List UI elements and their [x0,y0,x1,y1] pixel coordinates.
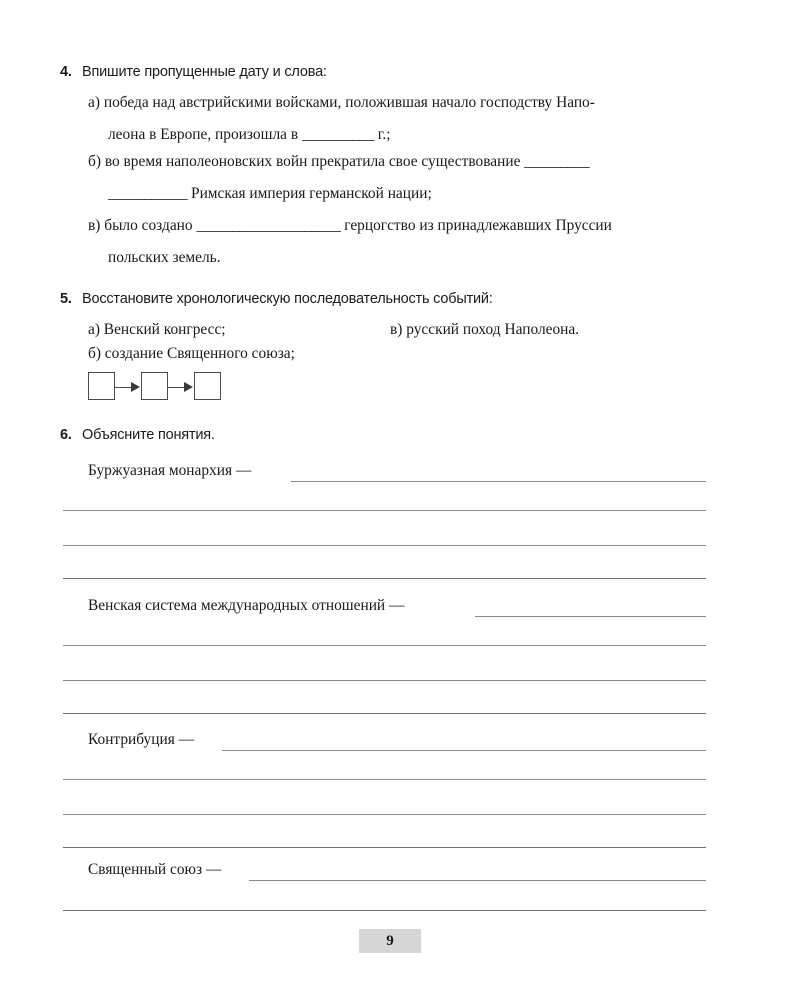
task-4-item-b-label: б) [88,153,101,170]
term-3-label [88,731,194,749]
term-3-answer-line-1[interactable] [222,750,706,751]
term-1-answer-line-2[interactable] [63,510,706,511]
task-4-item-v-text-3: польских земель. [108,249,221,266]
term-4-dash: — [205,861,222,878]
term-4-answer-line-1[interactable] [249,880,706,881]
task-4-heading [60,64,327,80]
task-4-item-a-line-1 [88,94,595,112]
task-5-number: 5. [60,291,72,307]
task-4-item-a-label: а) [88,94,100,111]
task-5-item-b: б) создание Священного союза; [88,345,295,362]
term-2-answer-line-3[interactable] [63,680,706,681]
term-2-text: Венская система международных отношений [88,597,386,614]
task-4-item-v-text-2: герцогство из принадлежавших Пруссии [344,217,612,234]
task-4-item-b-line-2 [108,185,432,203]
term-3-answer-line-2[interactable] [63,779,706,780]
task-4-item-v-blank[interactable]: ____________________ [196,217,341,234]
term-2-answer-line-4[interactable] [63,713,706,714]
task-4-item-b-blank-1[interactable]: _________ [524,153,590,170]
task-4-item-v-label: в) [88,217,101,234]
task-5-prompt: Восстановите хронологическую последовательность событий: [82,291,493,307]
task-4-item-v-line-2 [108,249,221,267]
task-6-prompt: Объясните понятия. [82,427,215,443]
term-1-answer-line-4[interactable] [63,578,706,579]
term-2-answer-line-1[interactable] [475,616,706,617]
term-4-answer-line-2[interactable] [63,910,706,911]
sequence-box-1[interactable] [88,372,115,400]
term-4-label [88,861,221,879]
task-4-item-b-text-1: во время наполеоновских войн прекратила свое существование [104,153,521,170]
term-3-text: Контрибуция [88,731,175,748]
task-4-prompt: Впишите пропущенные дату и слова: [82,64,327,80]
term-3-dash: — [178,731,195,748]
task-4-item-a-text-2: леона в Европе, произошла в [108,126,299,143]
task-6-heading [60,427,215,443]
term-1-answer-line-1[interactable] [291,481,706,482]
arrow-right-icon-1 [115,385,141,389]
term-1-label [88,462,251,480]
arrow-right-icon-2 [168,385,194,389]
term-1-dash: — [235,462,252,479]
task-4-item-b-line-1 [88,153,589,171]
task-4-number: 4. [60,64,72,80]
page-number: 9 [359,929,421,953]
sequence-box-2[interactable] [141,372,168,400]
task-4-item-b-blank-2[interactable]: ___________ [108,185,188,202]
task-6-number: 6. [60,427,72,443]
sequence-box-3[interactable] [194,372,221,400]
term-2-dash: — [389,597,405,614]
term-3-answer-line-3[interactable] [63,814,706,815]
task-4-item-v-text-1: было создано [104,217,193,234]
task-5-heading [60,291,493,307]
term-1-text: Буржуазная монархия [88,462,233,479]
term-4-text: Священный союз [88,861,203,878]
term-2-label [88,597,404,615]
task-4-item-v-line-1 [88,217,612,235]
term-2-answer-line-2[interactable] [63,645,706,646]
task-4-item-a-text-1: победа над австрийскими войсками, положившая начало господству Напо- [103,94,595,111]
task-4-item-b-text-2: Римская империя германской нации; [191,185,432,202]
task-5-item-a: а) Венский конгресс; [88,321,226,338]
task-4-item-a-text-3: г.; [377,126,391,143]
term-3-answer-line-4[interactable] [63,847,706,848]
task-4-item-a-line-2 [108,126,390,144]
task-5-item-v: в) русский поход Наполеона. [390,321,580,338]
term-1-answer-line-3[interactable] [63,545,706,546]
task-4-item-a-blank[interactable]: __________ [301,126,374,143]
